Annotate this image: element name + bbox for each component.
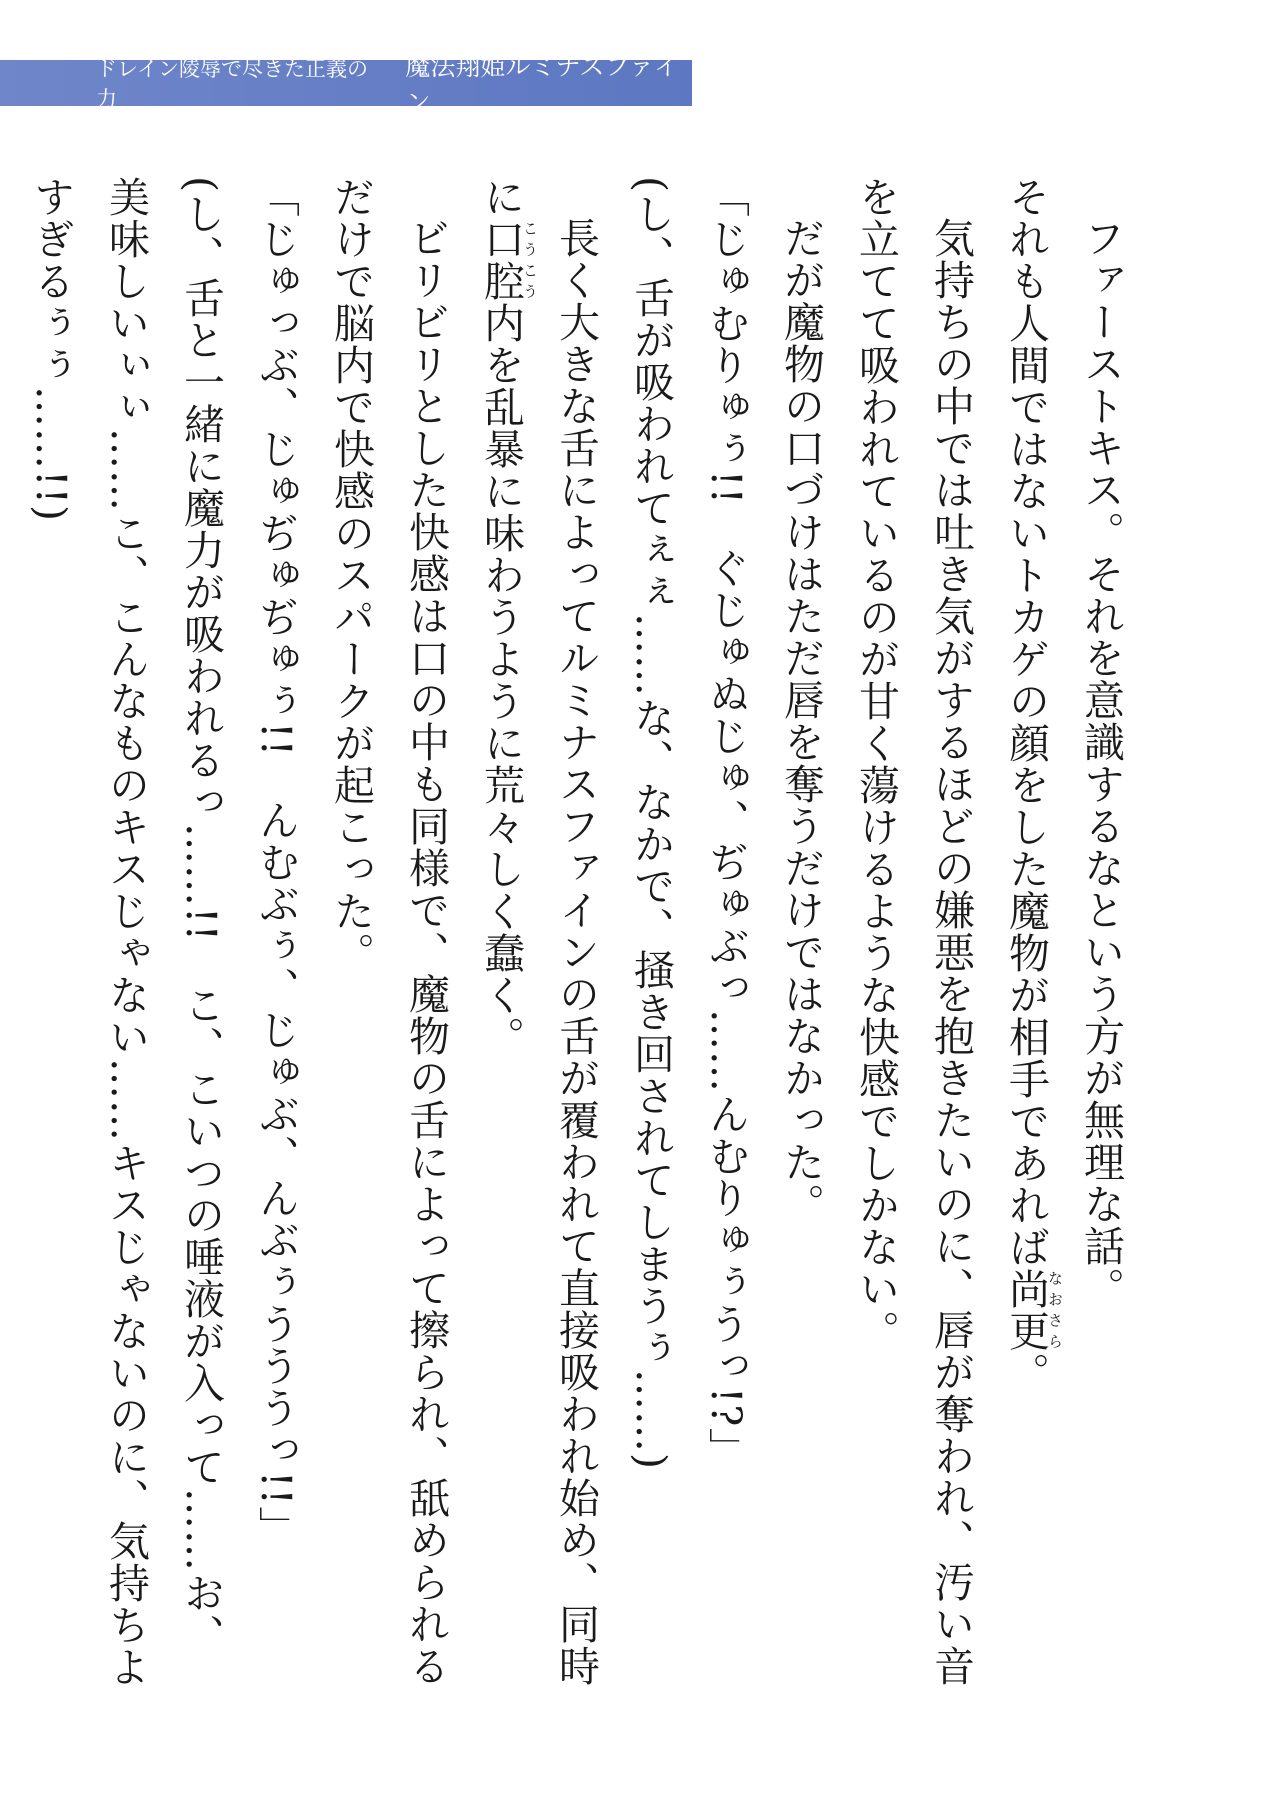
line-text-part: に [477,176,525,218]
paragraph-line: 気持ちの中では吐き気がするほどの嫌悪を抱きたいのに、唇が奪われ、汚い音 [927,217,975,1687]
paragraph-line: (し、舌と一緒に魔力が吸われるっ……!! こ、こいつの唾液が入って……お、 [177,176,225,1656]
paragraph-line: だが魔物の口づけはただ唇を奪うだけではなかった。 [777,217,825,1225]
paragraph-line: 長く大きな舌によってルミナスファインの舌が覆われて直接吸われ始め、同時 [552,217,600,1687]
paragraph-line: 美味しいぃぃ……こ、こんなものキスじゃない……キスじゃないのに、気持ちよ [102,176,150,1688]
book-title: 魔法翔姫ルミナスファイン [405,52,679,117]
paragraph-line: 「じゅむりゅぅ!! ぐじゅぬじゅ、ぢゅぶっ……んむりゅぅうっ!?」 [702,176,750,1470]
paragraph-line: すぎるぅぅ……!!) [27,176,75,522]
line-text-part: それも人間ではないトカゲの顔をした魔物が相手であれば [1002,176,1050,1268]
paragraph-line: ファーストキス。それを意識するなという方が無理な話。 [1077,217,1125,1309]
line-text-part: 内を乱暴に味わうように荒々しく蠢く。 [477,302,525,1058]
ruby-word [1002,1268,1064,1352]
ruby-reading: なおさら [1046,1268,1064,1352]
ruby-base: 口腔 [477,218,525,302]
body-text [13,176,1138,1736]
line-text-part: 。 [1002,1352,1050,1394]
series-title: ドレイン陵辱で尽きた正義の力 [96,57,368,111]
paragraph-line [988,176,1063,1736]
paragraph-line: を立てて吸われているのが甘く蕩けるような快感でしかない。 [852,176,900,1352]
ruby-base: 尚更 [1002,1268,1050,1352]
paragraph-line: だけで脳内で快感のスパークが起こった。 [327,176,375,974]
paragraph-line [463,176,538,1736]
ruby-word [477,218,539,302]
header-band [0,52,692,117]
paragraph-line: ビリビリとした快感は口の中も同様で、魔物の舌によって擦られ、舐められる [402,217,450,1687]
paragraph-line: 「じゅっぶ、じゅぢゅぢゅぅ!! んむぶぅ、じゅぶ、んぶぅうううっ!!」 [252,176,300,1548]
ruby-reading: こうこう [521,218,539,302]
paragraph-line: (し、舌が吸われてぇぇ……な、なかで、掻き回されてしまうぅ……) [627,176,675,1470]
